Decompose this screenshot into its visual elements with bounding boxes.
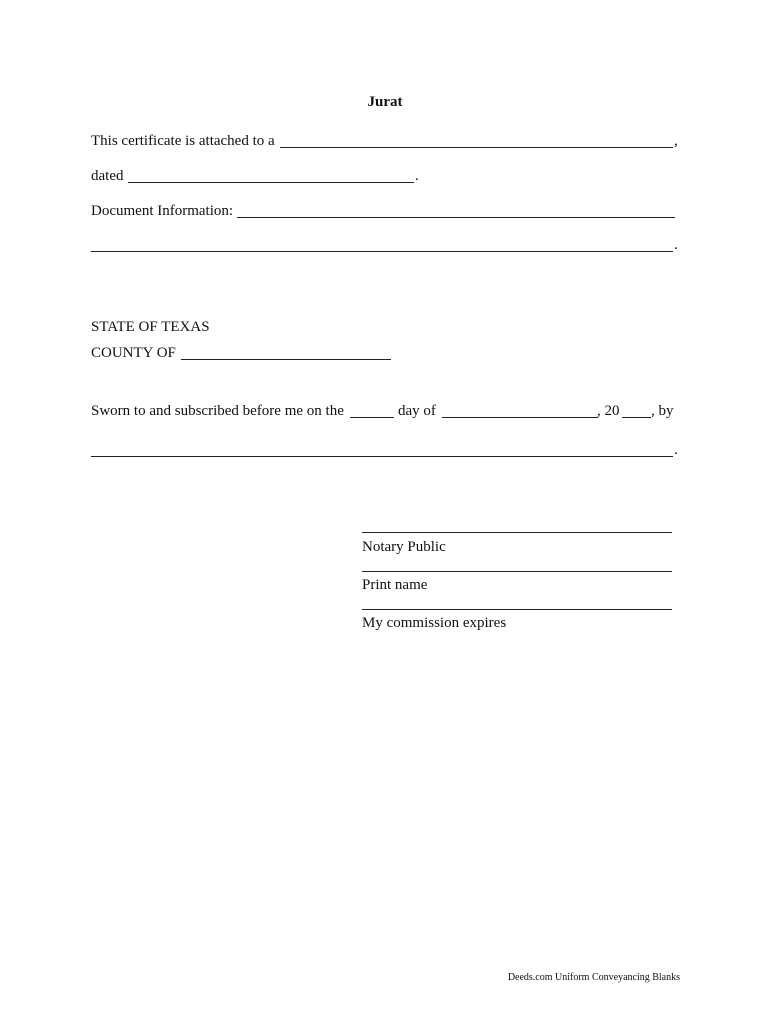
attached-label: This certificate is attached to a [91, 133, 275, 149]
state-heading: STATE OF TEXAS [91, 319, 210, 335]
year-prefix: , 20 [597, 403, 620, 419]
print-name-line[interactable] [362, 571, 672, 572]
document-info-label: Document Information: [91, 203, 234, 219]
attached-comma: , [674, 133, 678, 149]
year-blank[interactable] [622, 417, 651, 418]
notary-signature-line[interactable] [362, 532, 672, 533]
dated-period: . [415, 168, 419, 184]
dated-blank[interactable] [128, 182, 414, 183]
day-of-label: day of [398, 403, 436, 419]
day-blank[interactable] [350, 417, 394, 418]
commission-expires-line[interactable] [362, 609, 672, 610]
print-name-label: Print name [362, 577, 428, 593]
dated-label: dated [91, 168, 124, 184]
sworn-prefix: Sworn to and subscribed before me on the [91, 403, 344, 419]
county-blank[interactable] [181, 359, 391, 360]
month-blank[interactable] [442, 417, 598, 418]
document-title: Jurat [367, 94, 403, 110]
commission-expires-label: My commission expires [362, 615, 507, 631]
document-info-blank[interactable] [237, 217, 675, 218]
affiant-name-blank[interactable] [91, 456, 673, 457]
footer-source: Deeds.com Uniform Conveyancing Blanks [507, 972, 680, 983]
affiant-period: . [674, 442, 678, 458]
document-info-continuation-blank[interactable] [91, 251, 673, 252]
notary-public-label: Notary Public [362, 539, 446, 555]
county-label: COUNTY OF [91, 345, 176, 361]
document-info-period: . [674, 237, 678, 253]
by-label: , by [651, 403, 674, 419]
attached-to-blank[interactable] [280, 147, 673, 148]
